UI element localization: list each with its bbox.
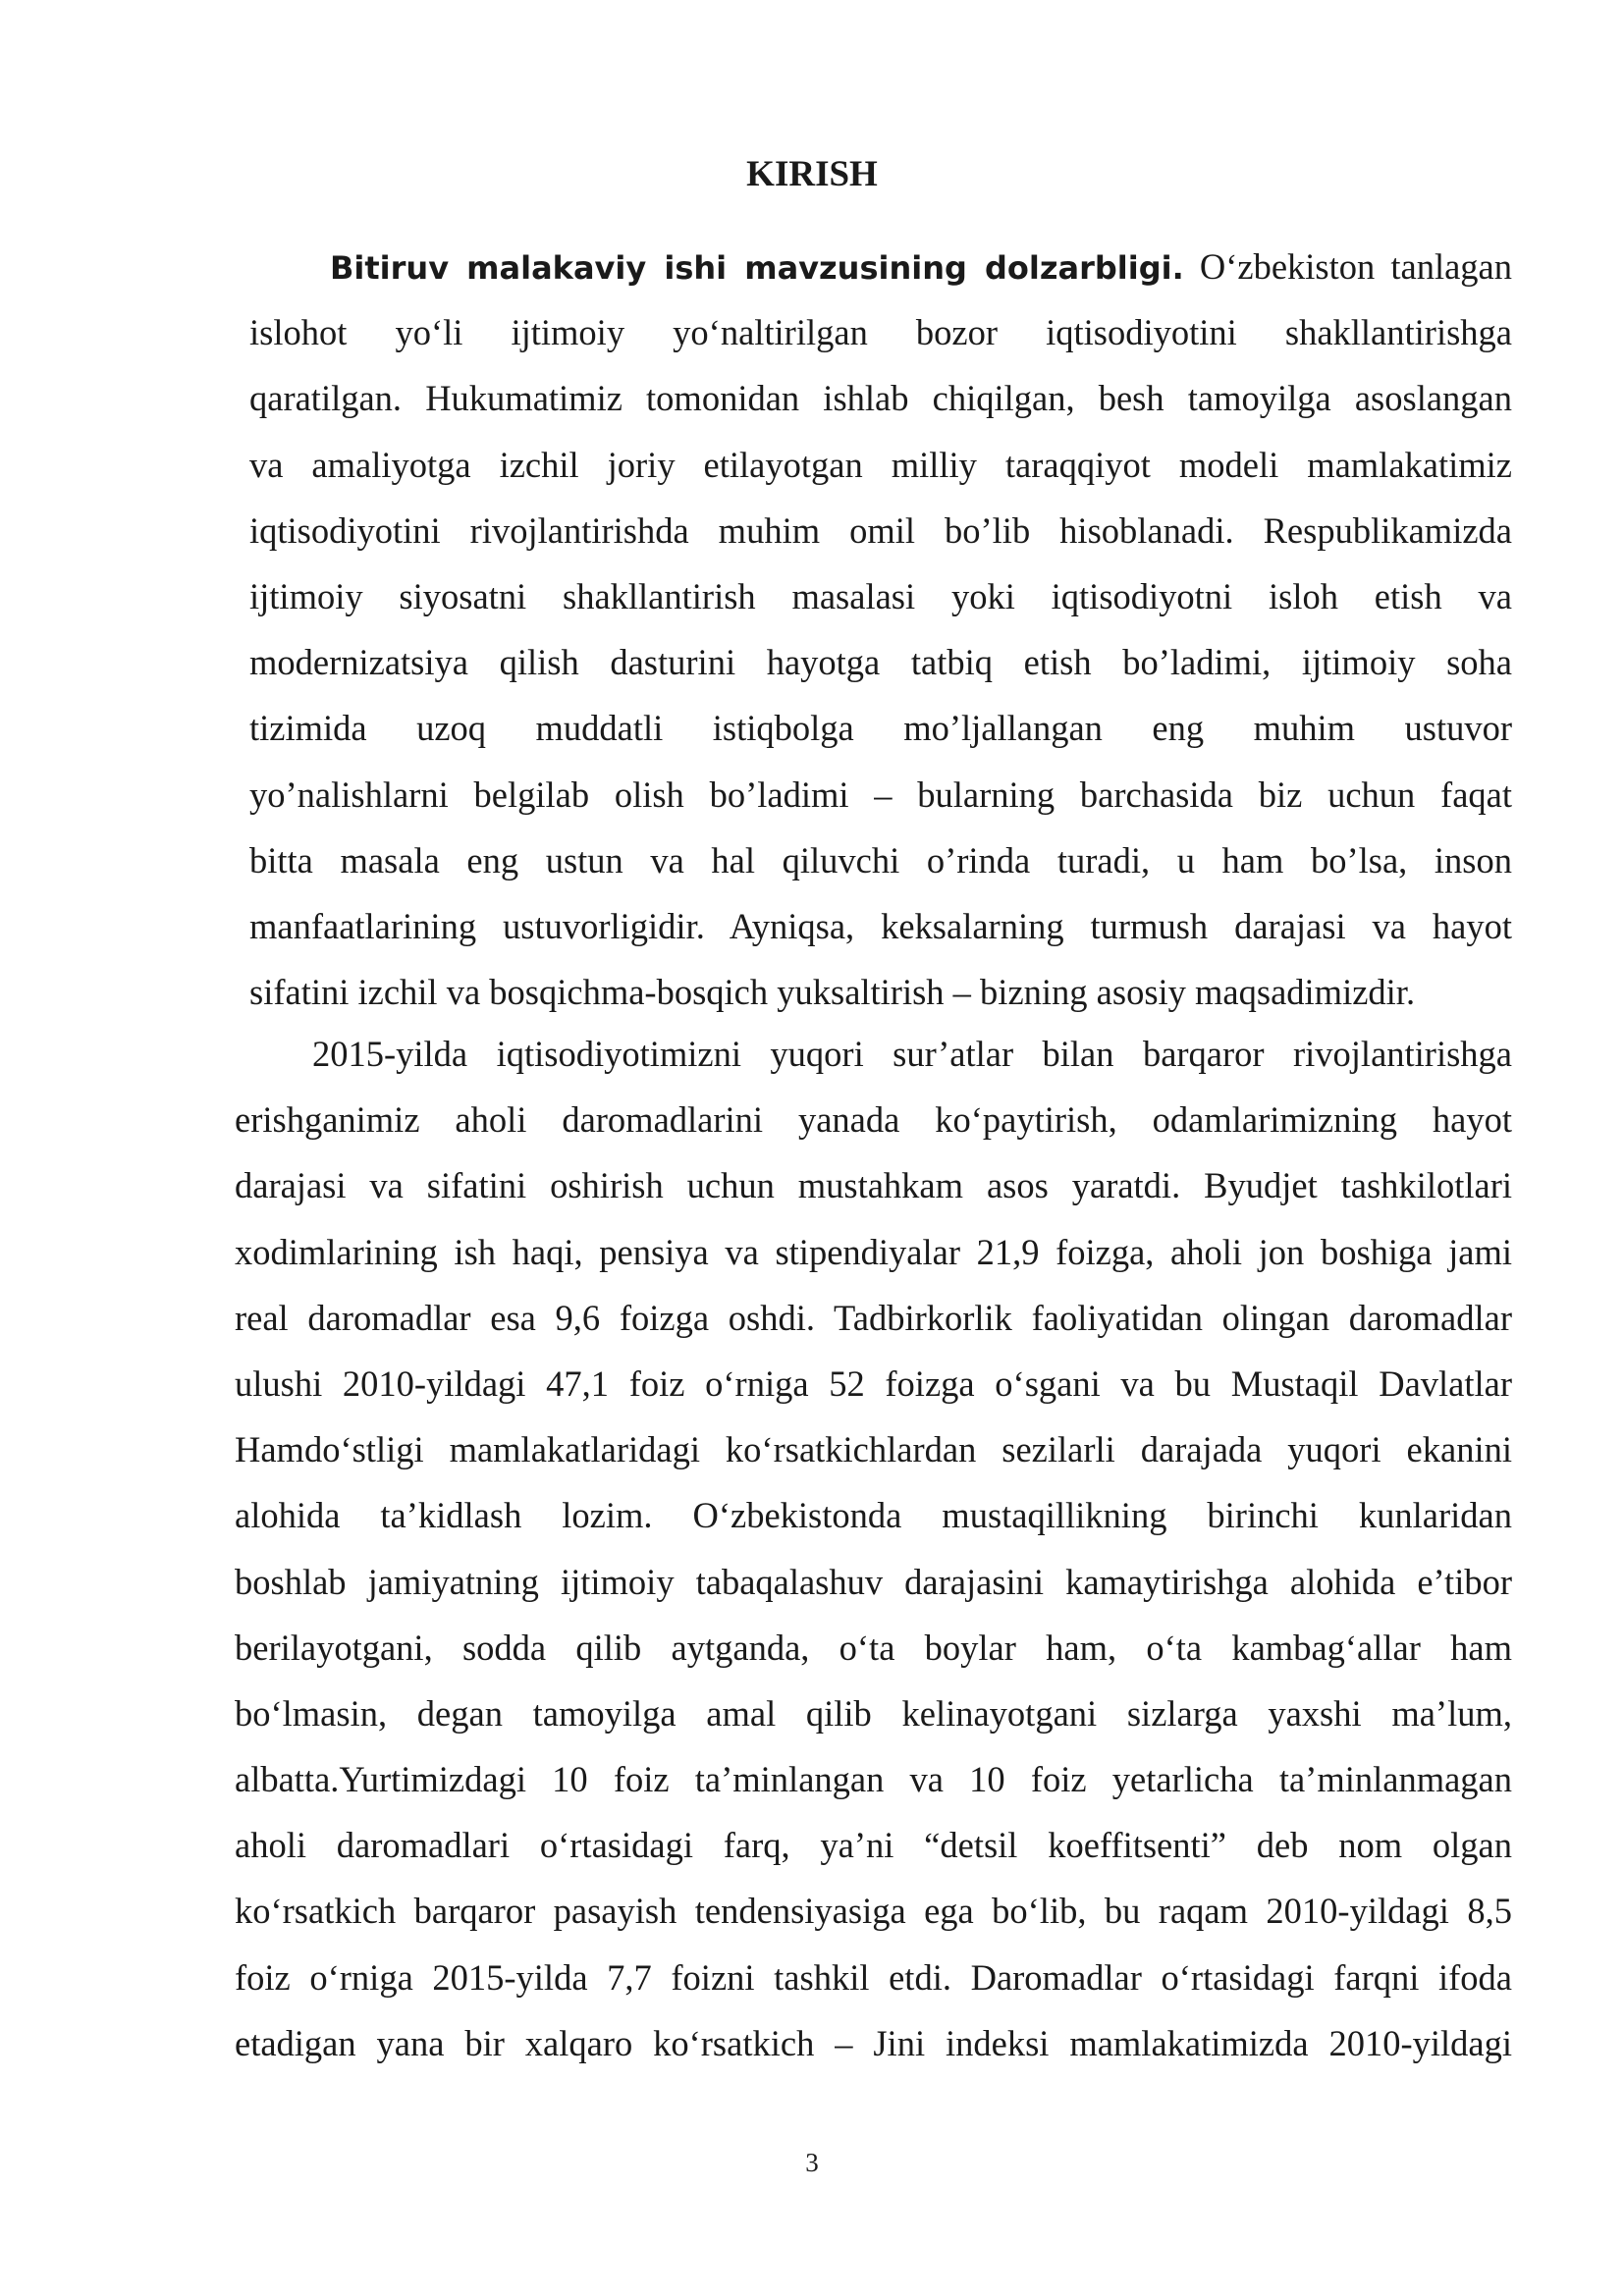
paragraph-line: ijtimoiy siyosatni shakllantirish masalasi yoki iqtisodiyotni isloh etish va bbox=[249, 575, 1512, 616]
paragraph-line: va amaliyotga izchil joriy etilayotgan milliy taraqqiyot modeli mamlakatimiz bbox=[249, 444, 1512, 485]
paragraph-line: erishganimiz aholi daromadlarini yanada ko‘paytirish, odamlarimizning hayot bbox=[235, 1099, 1512, 1141]
intro-paragraph bbox=[249, 234, 1512, 1025]
income-paragraph bbox=[235, 1021, 1512, 2076]
paragraph-line: tizimida uzoq muddatli istiqbolga mo’ljallangan eng muhim ustuvor bbox=[249, 708, 1512, 749]
paragraph-line: qaratilgan. Hukumatimiz tomonidan ishlab chiqilgan, besh tamoyilga asoslangan bbox=[249, 378, 1512, 419]
paragraph-line: berilayotgani, sodda qilib aytganda, o‘ta boylar ham, o‘ta kambag‘allar ham bbox=[235, 1627, 1512, 1668]
paragraph-line: ulushi 2010-yildagi 47,1 foiz o‘rniga 52 foizga o‘sgani va bu Mustaqil Davlatlar bbox=[235, 1362, 1512, 1404]
paragraph-line: real daromadlar esa 9,6 foizga oshdi. Tadbirkorlik faoliyatidan olingan daromadlar bbox=[235, 1297, 1512, 1338]
paragraph-line: Hamdo‘stligi mamlakatlaridagi ko‘rsatkichlardan sezilarli darajada yuqori ekanini bbox=[235, 1429, 1512, 1470]
paragraph-line: 2015-yilda iqtisodiyotimizni yuqori sur’atlar bilan barqaror rivojlantirishga bbox=[312, 1034, 1512, 1074]
paragraph-line: foiz o‘rniga 2015-yilda 7,7 foizni tashkil etdi. Daromadlar o‘rtasidagi farqni ifoda bbox=[235, 1956, 1512, 1998]
paragraph-line: aholi daromadlari o‘rtasidagi farq, ya’ni “detsil koeffitsenti” deb nom olgan bbox=[235, 1825, 1512, 1866]
paragraph-line: xodimlarining ish haqi, pensiya va stipendiyalar 21,9 foizga, aholi jon boshiga jami bbox=[235, 1231, 1512, 1272]
paragraph-line: bo‘lmasin, degan tamoyilga amal qilib kelinayotgani sizlarga yaxshi ma’lum, bbox=[235, 1692, 1512, 1734]
paragraph-line: manfaatlarining ustuvorligidir. Ayniqsa, keksalarning turmush darajasi va hayot bbox=[249, 905, 1512, 946]
paragraph-line: albatta.Yurtimizdagi 10 foiz ta’minlangan va 10 foiz yetarlicha ta’minlanmagan bbox=[235, 1759, 1512, 1800]
paragraph-line: iqtisodiyotini rivojlantirishda muhim omil bo’lib hisoblanadi. Respublikamizda bbox=[249, 509, 1512, 551]
paragraph-line-text: O‘zbekiston tanlagan bbox=[1183, 246, 1512, 287]
paragraph-line: etadigan yana bir xalqaro ko‘rsatkich – Jini indeksi mamlakatimizda 2010-yildagi bbox=[235, 2022, 1512, 2063]
paragraph-line bbox=[249, 234, 1512, 299]
paragraph-line: bitta masala eng ustun va hal qiluvchi o’rinda turadi, u ham bo’lsa, inson bbox=[249, 839, 1512, 881]
paragraph-line: islohot yo‘li ijtimoiy yo‘naltirilgan bozor iqtisodiyotini shakllantirishga bbox=[249, 312, 1512, 353]
paragraph-line: darajasi va sifatini oshirish uchun mustahkam asos yaratdi. Byudjet tashkilotlari bbox=[235, 1165, 1512, 1206]
page-number: 3 bbox=[805, 2148, 819, 2177]
section-lead-heading: Bitiruv malakaviy ishi mavzusining dolzarbligi. bbox=[330, 249, 1184, 287]
paragraph-line: alohida ta’kidlash lozim. O‘zbekistonda mustaqillikning birinchi kunlaridan bbox=[235, 1495, 1512, 1536]
paragraph-line: ko‘rsatkich barqaror pasayish tendensiyasiga ega bo‘lib, bu raqam 2010-yildagi 8,5 bbox=[235, 1891, 1512, 1932]
paragraph-line: yo’nalishlarni belgilab olish bo’ladimi – bularning barchasida biz uchun faqat bbox=[249, 774, 1512, 815]
paragraph-line: boshlab jamiyatning ijtimoiy tabaqalashuv darajasini kamaytirishga alohida e’tibor bbox=[235, 1561, 1512, 1602]
paragraph-line: sifatini izchil va bosqichma-bosqich yuksaltirish – bizning asosiy maqsadimizdir. bbox=[249, 972, 1416, 1013]
page-title: KIRISH bbox=[746, 154, 878, 194]
paragraph-line: modernizatsiya qilish dasturini hayotga tatbiq etish bo’ladimi, ijtimoiy soha bbox=[249, 642, 1512, 683]
